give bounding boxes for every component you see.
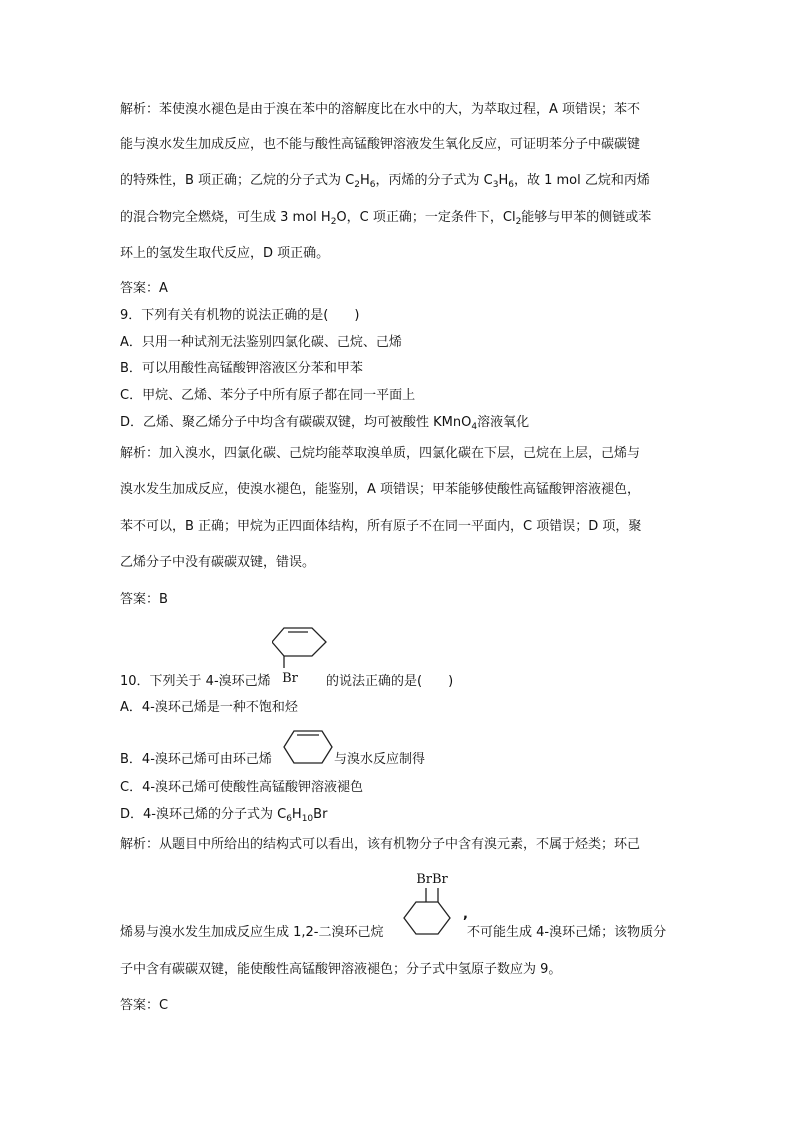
- q10-option-d: D．4-溴环己烯的分子式为 $C_6H_{10}Br$: [120, 807, 328, 824]
- q9-option-a: A．只用一种试剂无法鉴别四氯化碳、己烷、己烯: [120, 335, 402, 350]
- q9-answer: 答案：B: [120, 592, 168, 607]
- q10-analysis-line-3: 子中含有碳碳双键，能使酸性高锰酸钾溶液褪色；分子式中氢原子数应为 9。: [120, 962, 562, 977]
- q10-analysis-comma: ,: [463, 907, 468, 922]
- q10-analysis-line-1: 解析：从题目中所给出的结构式可以看出，该有机物分子中含有溴元素，不属于烃类；环己: [120, 837, 641, 852]
- q10-analysis-line-2-post: 不可能生成 4-溴环己烯；该物质分: [467, 925, 667, 940]
- q9-analysis-line-2: 溴水发生加成反应，使溴水褪色，能鉴别，A 项错误；甲苯能够使酸性高锰酸钾溶液褪色，: [120, 482, 641, 497]
- q10-option-c: C．4-溴环己烯可使酸性高锰酸钾溶液褪色: [120, 780, 364, 795]
- bromine-label: Br: [282, 671, 298, 686]
- q10-stem-pre: 10．下列关于 4-溴环己烯: [120, 674, 271, 689]
- q9-analysis-line-4: 乙烯分子中没有碳碳双键，错误。: [120, 555, 316, 570]
- q10-analysis-line-2-pre: 烯易与溴水发生加成反应生成 1,2-二溴环己烷: [120, 925, 384, 940]
- q8-analysis-line-5: 环上的氢发生取代反应，D 项正确。: [120, 246, 330, 261]
- q10-option-b-pre: B．4-溴环己烯可由环己烯: [120, 752, 272, 767]
- q8-analysis-line-4: 的混合物完全燃烧，可生成 3 mol $H_2O$，C 项正确；一定条件下，$Cl_2$能够与甲苯的侧链或苯: [120, 210, 652, 227]
- q9-option-b: B．可以用酸性高锰酸钾溶液区分苯和甲苯: [120, 361, 363, 376]
- q10-stem-post: 的说法正确的是( ): [326, 674, 454, 689]
- q9-stem: 9．下列有关有机物的说法正确的是( ): [120, 308, 360, 323]
- dibromo-label: BrBr: [416, 872, 448, 887]
- q8-answer: 答案：A: [120, 281, 168, 296]
- q9-analysis-line-1: 解析：加入溴水，四氯化碳、己烷均能萃取溴单质，四氯化碳在下层，己烷在上层，己烯与: [120, 446, 641, 461]
- dibromocyclohexane-structure: [398, 868, 460, 940]
- bromocyclohexene-structure: [272, 616, 332, 688]
- q8-analysis-line-3: 的特殊性，B 项正确；乙烷的分子式为 $C_2H_6$，丙烯的分子式为 $C_3H_6$，故 1 mol 乙烷和丙烯: [120, 173, 650, 190]
- q10-option-a: A．4-溴环己烯是一种不饱和烃: [120, 700, 298, 715]
- q8-analysis-line-2: 能与溴水发生加成反应，也不能与酸性高锰酸钾溶液发生氧化反应，可证明苯分子中碳碳键: [120, 137, 641, 152]
- q10-option-b-post: 与溴水反应制得: [334, 752, 426, 767]
- q9-option-c: C．甲烷、乙烯、苯分子中所有原子都在同一平面上: [120, 388, 416, 403]
- q8-analysis-line-1: 解析：苯使溴水褪色是由于溴在苯中的溶解度比在水中的大，为萃取过程，A 项错误；苯不: [120, 102, 641, 117]
- q9-option-d: D．乙烯、聚乙烯分子中均含有碳碳双键，均可被酸性 KMnO$_4$溶液氧化: [120, 415, 530, 432]
- q10-answer: 答案：C: [120, 998, 169, 1013]
- cyclohexene-structure: [282, 729, 334, 767]
- q9-analysis-line-3: 苯不可以，B 正确；甲烷为正四面体结构，所有原子不在同一平面内，C 项错误；D 项，聚: [120, 519, 642, 534]
